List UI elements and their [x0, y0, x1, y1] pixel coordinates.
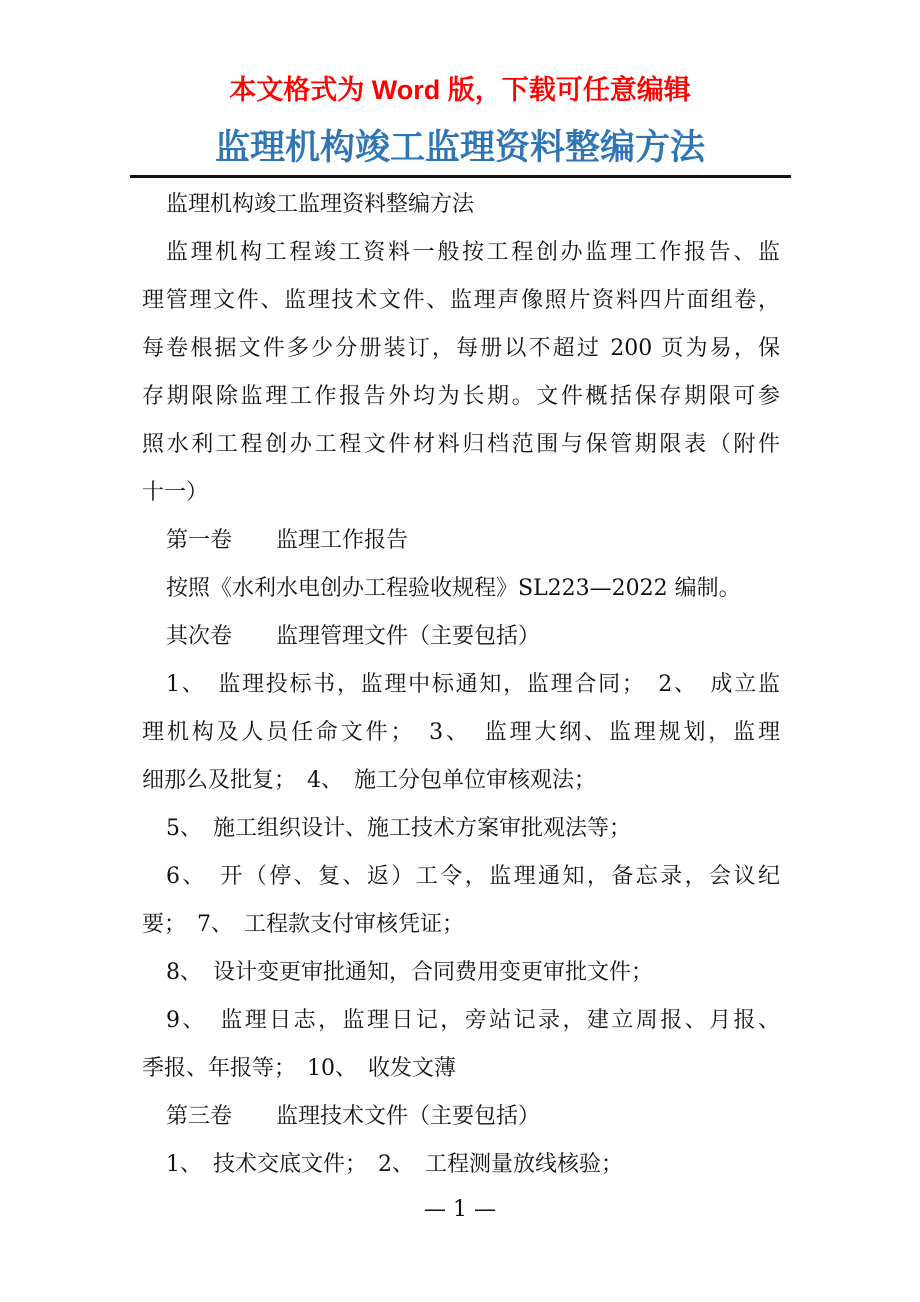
body-text-line: 要； 7、 工程款支付审核凭证； [142, 912, 464, 937]
body-text-line: 照水利工程创办工程文件材料归档范围与保管期限表（附件 [142, 432, 780, 457]
body-text-line: 9、 监理日志，监理日记，旁站记录，建立周报、月报、 [166, 1008, 780, 1033]
word-format-banner: 本文格式为 Word 版，下载可任意编辑 [229, 75, 691, 105]
body-text-line: 监理机构工程竣工资料一般按工程创办监理工作报告、监 [166, 240, 780, 265]
body-text-line: 监理机构竣工监理资料整编方法 [166, 192, 475, 217]
body-text-line: 8、 设计变更审批通知，合同费用变更审批文件； [166, 960, 653, 985]
body-text-line: 1、 监理投标书，监理中标通知，监理合同； 2、 成立监 [166, 672, 780, 697]
body-text-line: 细那么及批复； 4、 施工分包单位审核观法； [142, 768, 596, 793]
page-number: — 1 — [424, 1197, 496, 1222]
body-text-line: 6、 开（停、复、返）工令，监理通知，备忘录，会议纪 [166, 864, 780, 889]
body-text-line: 按照《水利水电创办工程验收规程》SL223—2022 编制。 [166, 576, 741, 601]
body-text-line: 每卷根据文件多少分册装订，每册以不超过 200 页为易，保 [142, 336, 780, 361]
body-text-line: 其次卷 监理管理文件（主要包括） [166, 624, 541, 649]
body-text-line: 理管理文件、监理技术文件、监理声像照片资料四片面组卷， [142, 288, 780, 313]
body-text-line: 5、 施工组织设计、施工技术方案审批观法等； [166, 816, 631, 841]
body-text-line: 1、 技术交底文件； 2、 工程测量放线核验； [166, 1152, 623, 1177]
document-title: 监理机构竣工监理资料整编方法 [214, 128, 705, 167]
title-divider [130, 175, 791, 178]
body-text-line: 季报、年报等； 10、 收发文薄 [142, 1056, 456, 1081]
body-text-line: 第三卷 监理技术文件（主要包括） [166, 1104, 541, 1129]
body-text-line: 第一卷 监理工作报告 [166, 528, 409, 553]
body-text-line: 十一） [142, 480, 209, 505]
body-text-line: 理机构及人员任命文件； 3、 监理大纲、监理规划，监理 [142, 720, 780, 745]
body-text-line: 存期限除监理工作报告外均为长期。文件概括保存期限可参 [142, 384, 780, 409]
